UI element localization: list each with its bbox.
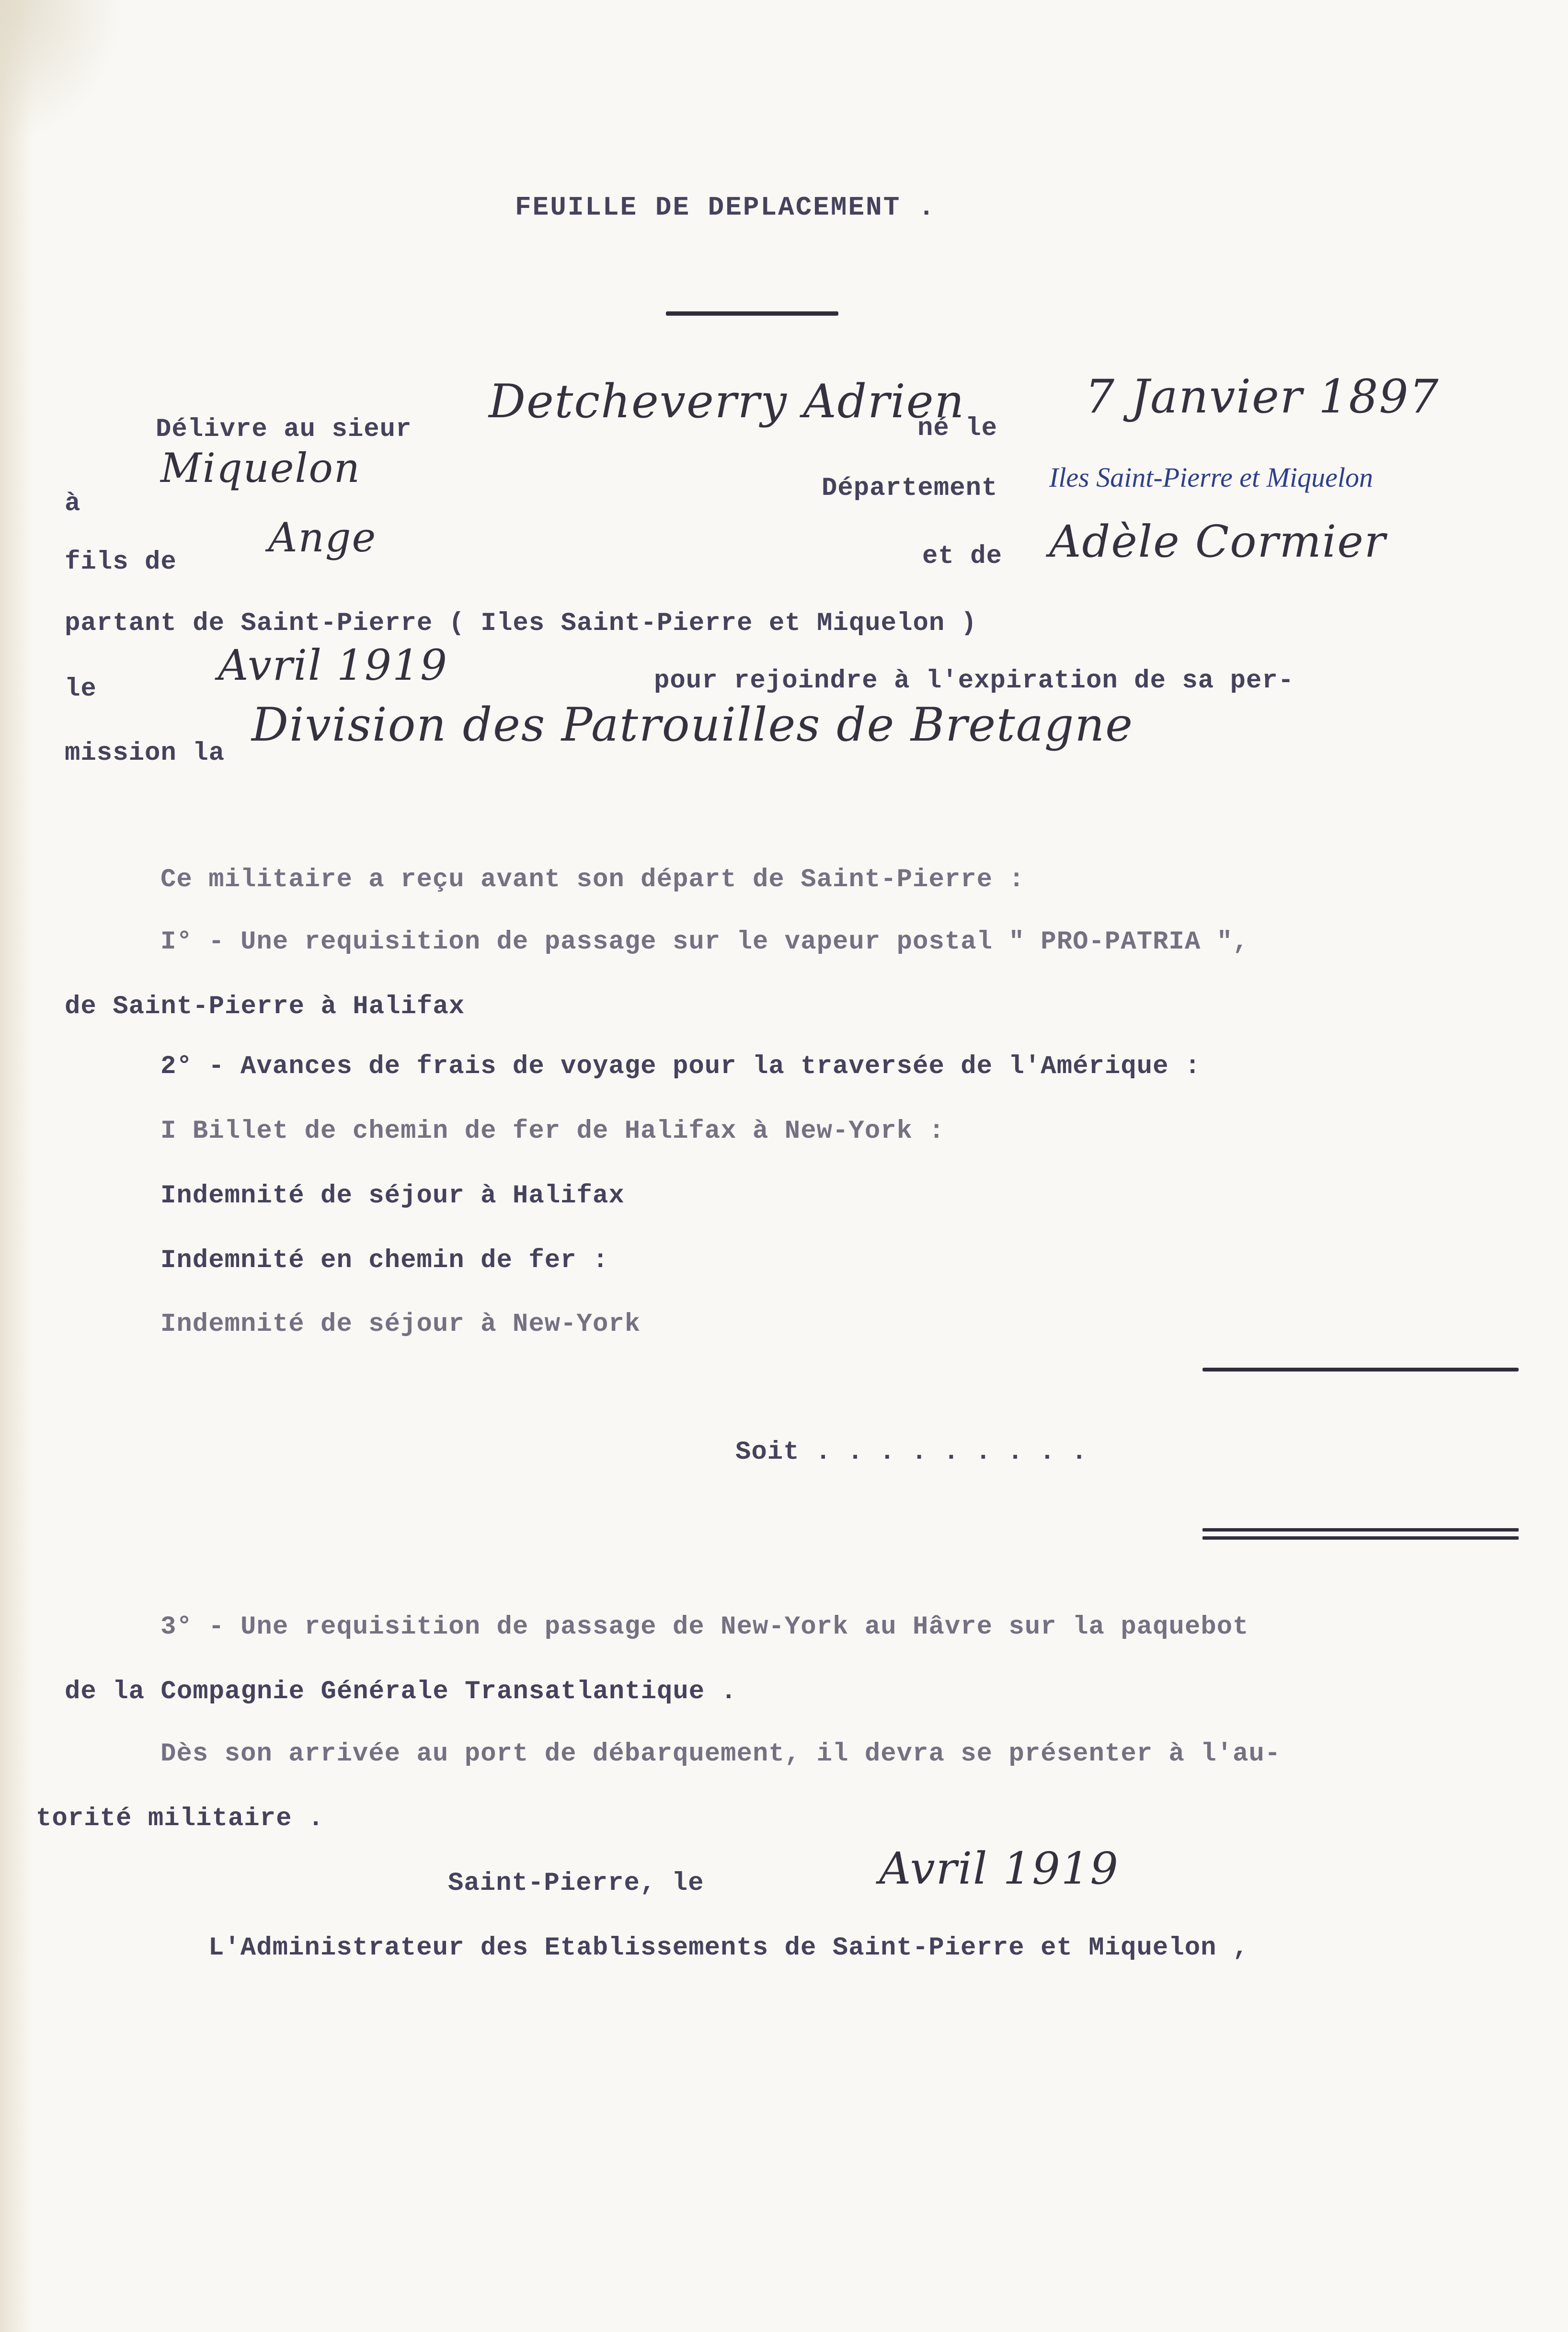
departure-line: partant de Saint-Pierre ( Iles Saint-Pierre et Miquelon ) (65, 609, 977, 638)
item2-line: 2° - Avances de frais de voyage pour la traversée de l'Amérique : (160, 1052, 1201, 1081)
birthplace: Miquelon (160, 445, 361, 492)
title-underline (666, 311, 838, 316)
item1-line2: de Saint-Pierre à Halifax (65, 992, 465, 1021)
item3-line1: 3° - Une requisition de passage de New-York au Hâvre sur la paquebot (160, 1612, 1249, 1642)
soit-line: Soit . . . . . . . . . (735, 1438, 1087, 1467)
arrival-line1: Dès son arrivée au port de débarquement, il devra se présenter à l'au- (160, 1739, 1281, 1769)
closing-date: Avril 1919 (879, 1843, 1119, 1894)
chemin-fer-line: Indemnité en chemin de fer : (160, 1246, 609, 1275)
intro-line: Ce militaire a reçu avant son départ de Saint-Pierre : (160, 865, 1025, 894)
birth-date: 7 Janvier 1897 (1085, 370, 1440, 423)
document-title: FEUILLE DE DEPLACEMENT . (515, 192, 936, 223)
holder-name: Detcheverry Adrien (489, 375, 965, 428)
departure-date: Avril 1919 (218, 640, 448, 690)
item3-line2: de la Compagnie Générale Transatlantique . (65, 1677, 737, 1706)
departement-stamp: Iles Saint-Pierre et Miquelon (1049, 462, 1373, 493)
item1-line1: I° - Une requisition de passage sur le vapeur postal " PRO-PATRIA ", (160, 927, 1249, 957)
destination-unit: Division des Patrouilles de Bretagne (252, 698, 1134, 752)
closing-place-label: Saint-Pierre, le (448, 1869, 704, 1898)
arrival-line2: torité militaire . (36, 1804, 324, 1833)
mother-name: Adèle Cormier (1049, 516, 1386, 567)
departement-label: Département (822, 474, 998, 503)
mother-label: et de (922, 542, 1003, 571)
father-name: Ange (268, 514, 377, 561)
paper-edge-shadow (0, 0, 34, 2332)
birthplace-label: à (65, 489, 81, 518)
paper-stain (0, 0, 125, 144)
birth-date-label: né le (917, 414, 998, 443)
rejoindre-line: pour rejoindre à l'expiration de sa per- (654, 666, 1294, 696)
subtotal-rule (1202, 1368, 1519, 1372)
billet-line: I Billet de chemin de fer de Halifax à New-York : (160, 1117, 945, 1146)
mission-label: mission la (65, 739, 225, 768)
sejour-newyork-line: Indemnité de séjour à New-York (160, 1310, 641, 1339)
delivre-label: Délivre au sieur (156, 415, 412, 444)
signatory-line: L'Administrateur des Etablissements de Saint-Pierre et Miquelon , (208, 1933, 1249, 1963)
sejour-halifax-line: Indemnité de séjour à Halifax (160, 1181, 625, 1211)
father-label: fils de (65, 548, 177, 577)
departure-date-label: le (65, 674, 97, 704)
total-double-rule (1202, 1528, 1519, 1544)
